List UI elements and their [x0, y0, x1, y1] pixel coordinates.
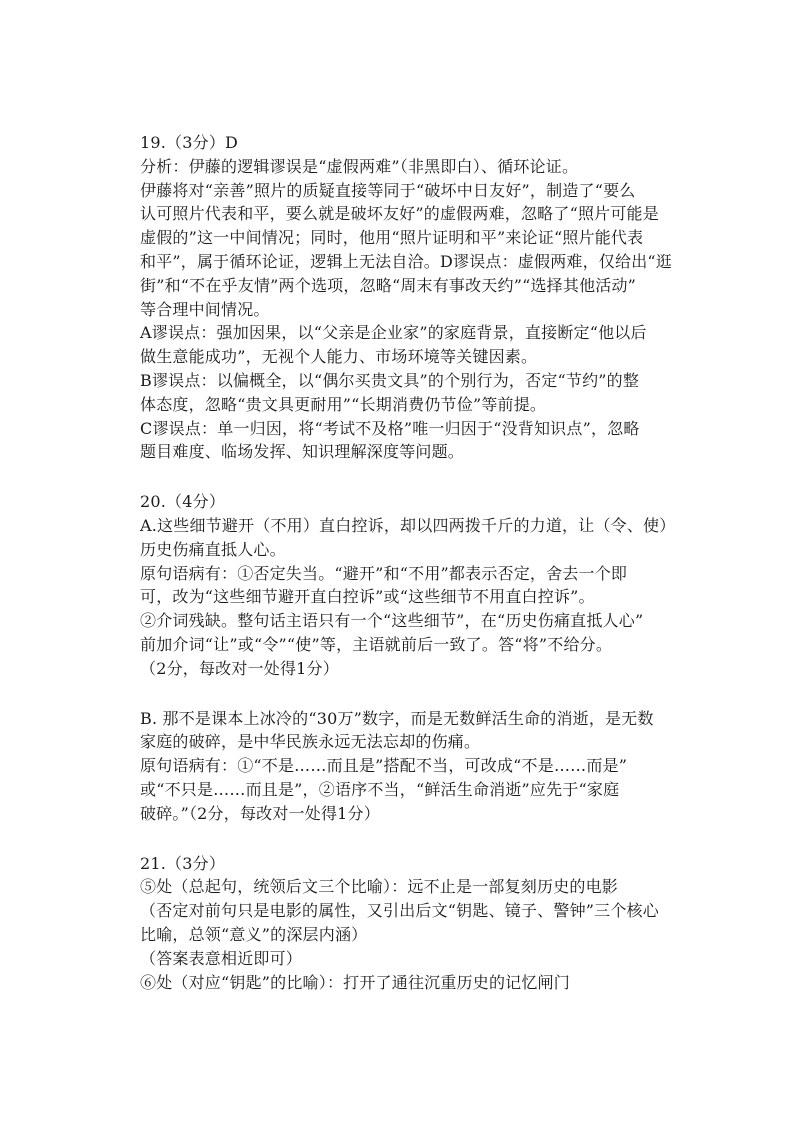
- text-line: A.这些细节避开（不用）直白控诉，却以四两拨千斤的力道，让（令、使）: [140, 515, 676, 535]
- question-20b-section: [140, 707, 680, 826]
- text-line: 或“不只是……而且是”，②语序不当，“鲜活生命消逝”应先于“家庭: [140, 779, 620, 799]
- text-line: B. 那不是课本上冰冷的“30万”数字，而是无数鲜活生命的消逝，是无数: [140, 708, 654, 728]
- question-19-header: 19.（3分）D: [140, 133, 239, 152]
- text-line: 破碎。”（2分，每改对一处得1分）: [140, 803, 380, 823]
- text-line: 前加介词“让”或“令”“使”等，主语就前后一致了。答“将”不给分。: [140, 634, 613, 654]
- section-spacer: [140, 464, 680, 490]
- text-line: 等合理中间情况。: [140, 299, 270, 319]
- question-20a-section: [140, 490, 680, 680]
- text-line: 原句语病有：①否定失当。“避开”和“不用”都表示否定，舍去一个即: [140, 563, 628, 583]
- question-19-section: [140, 131, 680, 464]
- question-21-header: 21.（3分）: [140, 853, 226, 873]
- text-line: ②介词残缺。整句话主语只有一个“这些细节”，在“历史伤痛直抵人心”: [140, 611, 644, 631]
- section-spacer: [140, 681, 680, 707]
- text-line: （答案表意相近即可）: [140, 948, 303, 968]
- text-line: （2分，每改对一处得1分）: [140, 658, 339, 678]
- question-21-section: [140, 852, 680, 995]
- text-line: 街”和“不在乎友情”两个选项，忽略“周末有事改天约”“选择其他活动”: [140, 275, 637, 295]
- text-line: C谬误点：单一归因，将“考试不及格”唯一归因于“没背知识点”，忽略: [140, 418, 640, 438]
- text-line: 认可照片代表和平，要么就是破坏友好”的虚假两难，忽略了“照片可能是: [140, 204, 659, 224]
- text-line: ⑤处（总起句，统领后文三个比喻）：远不止是一部复刻历史的电影: [140, 877, 619, 897]
- text-line: A谬误点：强加因果，以“父亲是企业家”的家庭背景，直接断定“他以后: [140, 323, 647, 343]
- question-20-header: 20.（4分）: [140, 492, 226, 512]
- text-line: 原句语病有：①“不是……而且是”搭配不当，可改成“不是……而是”: [140, 756, 628, 776]
- text-line: B谬误点：以偏概全，以“偶尔买贵文具”的个别行为，否定“节约”的整: [140, 370, 640, 390]
- text-line: （否定对前句只是电影的属性，又引出后文“钥匙、镜子、警钟”三个核心: [140, 901, 659, 921]
- text-line: 虚假的”这一中间情况；同时，他用“照片证明和平”来论证“照片能代表: [140, 228, 644, 248]
- text-line: 可，改为“这些细节避开直白控诉”或“这些细节不用直白控诉”。: [140, 587, 595, 607]
- text-line: 体态度，忽略“贵文具更耐用”“长期消费仍节俭”等前提。: [140, 394, 547, 414]
- text-line: 做生意能成功”，无视个人能力、市场环境等关键因素。: [140, 347, 538, 367]
- text-line: 家庭的破碎，是中华民族永远无法忘却的伤痛。: [140, 732, 481, 752]
- text-line: 伊藤将对“亲善”照片的质疑直接等同于“破坏中日友好”，制造了“要么: [140, 180, 636, 200]
- text-line: 历史伤痛直抵人心。: [140, 539, 286, 559]
- text-line: 比喻，总领“意义”的深层内涵）: [140, 924, 368, 944]
- text-line: ⑥处（对应“钥匙”的比喻）：打开了通往沉重历史的记忆闸门: [140, 972, 570, 992]
- text-line: 题目难度、临场发挥、知识理解深度等问题。: [140, 442, 465, 462]
- text-line: 分析：伊藤的逻辑谬误是“虚假两难”（非黑即白）、循环论证。: [140, 156, 579, 176]
- section-spacer: [140, 826, 680, 852]
- text-line: 和平”，属于循环论证，逻辑上无法自洽。D谬误点：虚假两难，仅给出“逛: [140, 251, 672, 271]
- answer-page: [140, 131, 680, 994]
